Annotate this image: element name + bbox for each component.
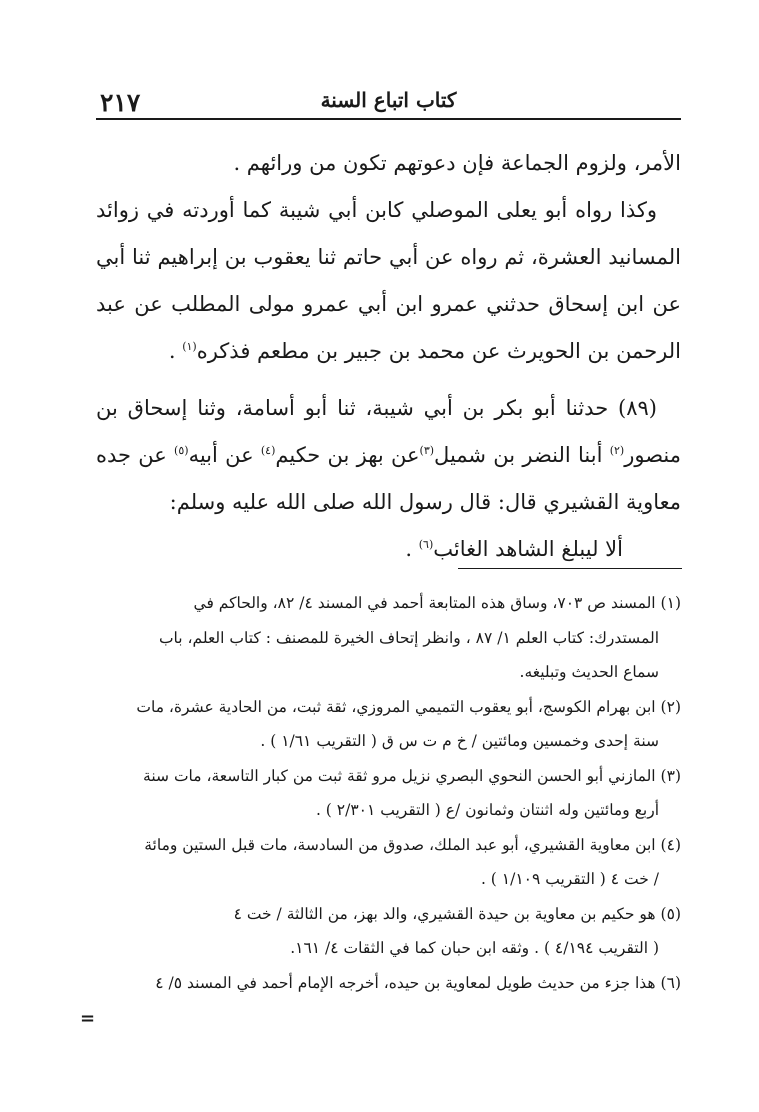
footnote-5-cont: ( التقريب ٤/١٩٤ ) . وثقه ابن حبان كما في الثقات ٤/ ١٦١.: [290, 939, 659, 957]
footnote-number: (٤): [660, 835, 681, 854]
footnote-4-cont: / خت ٤ ( التقريب ١/١٠٩ ) .: [480, 870, 659, 888]
hadith-chain-d: عن أبيه: [188, 443, 261, 467]
footnote-2: [96, 690, 681, 725]
running-header: [96, 86, 681, 120]
footnote-ref-2[interactable]: (٢): [609, 444, 625, 457]
hadith-text: [96, 526, 681, 573]
footnote-line: هذا جزء من حديث طويل لمعاوية بن حيده، أخرجه الإمام أحمد في المسند ٥/ ٤: [155, 973, 656, 992]
paragraph-2: [96, 187, 681, 375]
footnote-5: [96, 897, 681, 932]
footnote-number: (٥): [660, 904, 681, 923]
hadith-matn: ألا ليبلغ الشاهد الغائب: [433, 537, 623, 561]
paragraph-2-end: .: [168, 339, 183, 363]
footnote-line: ابن بهرام الكوسج، أبو يعقوب التميمي المروزي، ثقة ثبت، من الحادية عشرة، مات: [136, 697, 656, 716]
footnote-2-cont: سنة إحدى وخمسين ومائتين / خ م ت س ق ( التقريب ١/٦١ ) .: [260, 732, 659, 750]
footnote-number: (٣): [660, 766, 681, 785]
header-rule: [96, 118, 681, 120]
footnote-ref-4[interactable]: (٤): [260, 444, 276, 457]
hadith-chain-b: أبنا النضر بن شميل: [434, 443, 610, 467]
footnote-3-cont: أربع ومائتين وله اثنتان وثمانون /ع ( التقريب ٢/٣٠١ ) .: [315, 801, 659, 819]
hadith-chain-e: عن جده معاوية القشيري قال: قال رسول الله صلى الله عليه وسلم:: [96, 443, 681, 514]
hadith-chain-c: عن بهز بن حكيم: [275, 443, 420, 467]
footnote-number: (٦): [660, 973, 681, 992]
hadith-end: .: [405, 537, 419, 561]
footnotes: [96, 586, 681, 1000]
footnote-ref-5[interactable]: (٥): [174, 444, 189, 457]
footnote-1-cont: المستدرك: كتاب العلم ١/ ٨٧ ، وانظر إتحاف الخيرة للمصنف : كتاب العلم، باب: [158, 628, 659, 647]
footnote-3: [96, 759, 681, 794]
paragraph-1: الأمر، ولزوم الجماعة فإن دعوتهم تكون من ورائهم .: [233, 151, 681, 175]
footnote-line: المسند ص ٧٠٣، وساق هذه المتابعة أحمد في المسند ٤/ ٨٢، والحاكم في: [193, 594, 656, 612]
footnote-1: [96, 586, 681, 621]
footnote-6: [96, 966, 681, 1001]
footnote-separator: [458, 568, 682, 569]
footnote-number: (١): [660, 594, 681, 612]
page-number: ٢١٧: [100, 88, 141, 117]
footnote-ref-3[interactable]: (٣): [419, 444, 435, 457]
footnote-ref-6[interactable]: (٦): [418, 538, 434, 551]
main-text: [96, 140, 681, 573]
continuation-mark: =: [80, 1008, 96, 1029]
hadith-89-chain: [96, 385, 681, 526]
footnote-4: [96, 828, 681, 863]
hadith-chain-a: (٨٩) حدثنا أبو بكر بن أبي شيبة، ثنا أبو أسامة، وثنا إسحاق بن منصور: [96, 396, 681, 467]
book-title: كتاب اتباع السنة: [320, 88, 457, 112]
footnote-number: (٢): [660, 697, 681, 716]
footnote-ref-1[interactable]: (١): [182, 340, 197, 353]
footnote-1-cont: سماع الحديث وتبليغه.: [519, 663, 659, 681]
paragraph-2-text: وكذا رواه أبو يعلى الموصلي كابن أبي شيبة كما أوردته في زوائد المسانيد العشرة، ثم رواه عن أبي حاتم ثنا يعقوب بن إبراهيم ثنا أبي عن ابن إسحاق حدثني عمرو ابن أبي عمرو مولى المطلب عن عبد الرحمن بن الحويرث عن محمد بن جبير بن مطعم فذكره: [96, 198, 681, 363]
footnote-line: المازني أبو الحسن النحوي البصري نزيل مرو ثقة ثبت من كبار التاسعة، مات سنة: [143, 766, 656, 785]
footnote-line: ابن معاوية القشيري، أبو عبد الملك، صدوق من السادسة، مات قبل الستين ومائة: [144, 835, 656, 854]
footnote-line: هو حكيم بن معاوية بن حيدة القشيري، والد بهز، من الثالثة / خت ٤: [233, 904, 656, 923]
